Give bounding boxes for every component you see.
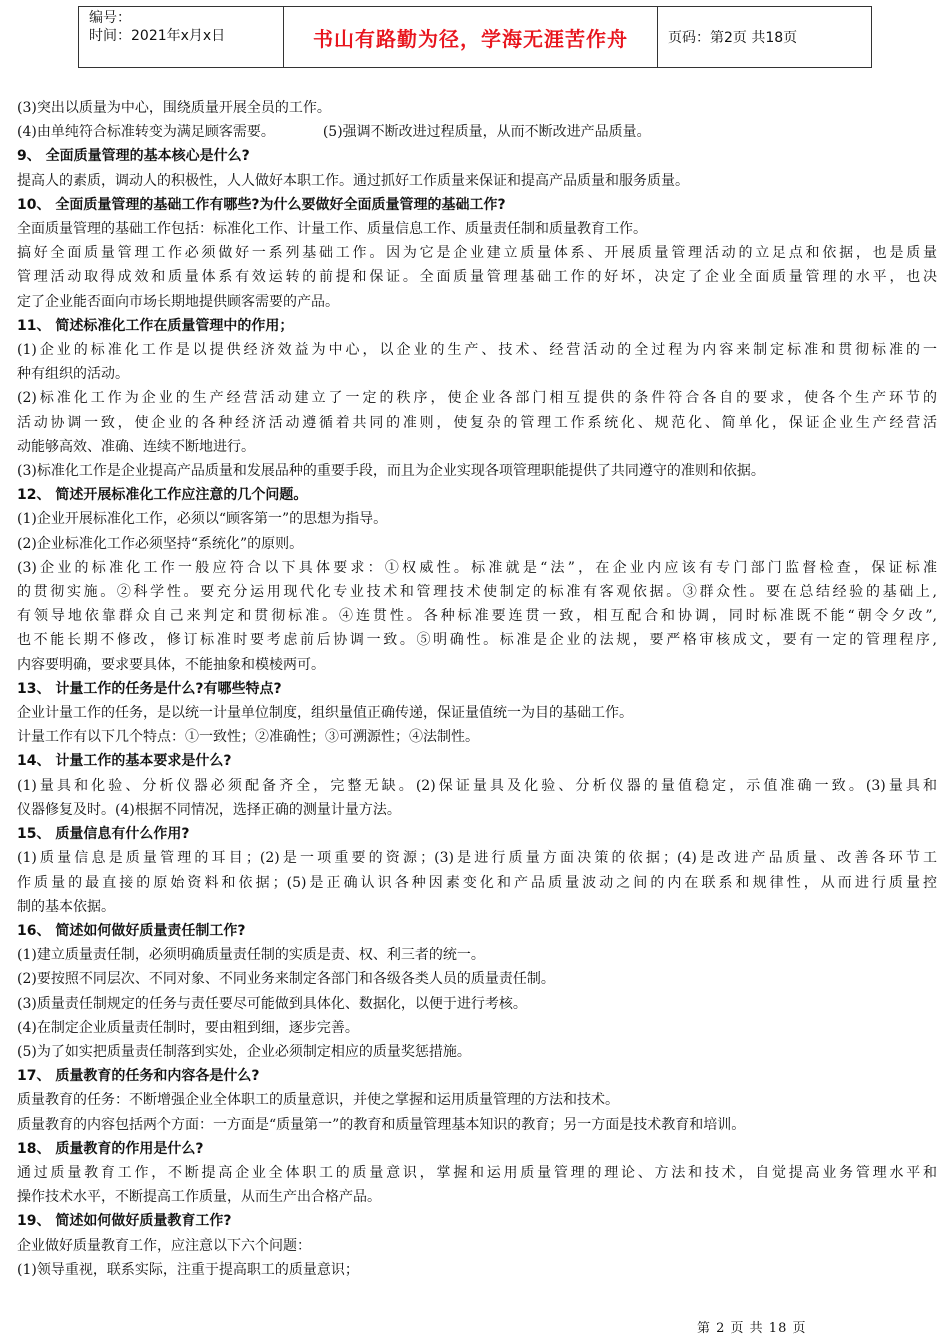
body-text-line: 也不能长期不修改，修订标准时要考虑前后协调一致。⑤明确性。标准是企业的法规，要严格审核成文，要有一定的管理程序, — [17, 632, 937, 649]
body-text-line: 管理活动取得成效和质量体系有效运转的前提和保证。全面质量管理基础工作的好坏，决定了企业全面质量管理的水平，也决 — [17, 269, 937, 286]
inline-item: (4)由单纯符合标准转变为满足顾客需要。 — [17, 124, 275, 141]
body-text-line: 计量工作有以下几个特点：①一致性；②准确性；③可溯源性；④法制性。 — [17, 729, 479, 746]
time-label: 时间：2021年x月x日 — [89, 28, 226, 44]
body-text-line: 有领导地依靠群众自己来判定和贯彻标准。④连贯性。各种标准要连贯一致，相互配合和协调，同时标准既不能“朝令夕改”, — [17, 608, 937, 625]
question-heading: 15、 质量信息有什么作用? — [17, 826, 190, 843]
body-text-line: 企业计量工作的任务，是以统一计量单位制度，组织量值正确传递，保证量值统一为目的基础工作。 — [17, 705, 633, 722]
body-text-line: 内容要明确，要求要具体，不能抽象和模棱两可。 — [17, 656, 325, 673]
body-text-line: 制的基本依据。 — [17, 898, 115, 915]
question-heading: 19、 简述如何做好质量教育工作? — [17, 1213, 232, 1230]
body-text-line: (1)建立质量责任制，必须明确质量责任制的实质是责、权、利三者的统一。 — [17, 947, 485, 964]
question-heading: 13、 计量工作的任务是什么?有哪些特点? — [17, 680, 282, 697]
body-text-line: (1)企业开展标准化工作，必须以“顾客第一”的思想为指导。 — [17, 511, 388, 528]
body-text-line: (4)在制定企业质量责任制时，要由粗到细，逐步完善。 — [17, 1019, 359, 1036]
body-text-line: 操作技术水平，不断提高工作质量，从而生产出合格产品。 — [17, 1189, 381, 1206]
body-text-line: 搞好全面质量管理工作必须做好一系列基础工作。因为它是企业建立质量体系、开展质量管理活动的立足点和依据，也是质量 — [17, 245, 937, 262]
body-text-line: 全面质量管理的基础工作包括：标准化工作、计量工作、质量信息工作、质量责任制和质量教育工作。 — [17, 221, 647, 238]
body-text-line: 企业做好质量教育工作，应注意以下六个问题： — [17, 1237, 311, 1254]
body-text-line: (2)要按照不同层次、不同对象、不同业务来制定各部门和各级各类人员的质量责任制。 — [17, 971, 555, 988]
body-text-line: (3)企业的标准化工作一般应符合以下具体要求：①权威性。标准就是“法”，在企业内应该有专门部门监督检查，保证标准 — [17, 559, 937, 576]
body-text-line: 仪器修复及时。(4)根据不同情况，选择正确的测量计量方法。 — [17, 801, 401, 818]
body-text-line: 提高人的素质，调动人的积极性，人人做好本职工作。通过抓好工作质量来保证和提高产品质量和服务质量。 — [17, 172, 689, 189]
question-heading: 11、 简述标准化工作在质量管理中的作用； — [17, 317, 294, 334]
page-footer: 第 2 页 共 18 页 — [697, 1321, 807, 1336]
body-text-line: 质量教育的任务：不断增强企业全体职工的质量意识，并使之掌握和运用质量管理的方法和技术。 — [17, 1092, 619, 1109]
question-heading: 14、 计量工作的基本要求是什么? — [17, 753, 232, 770]
body-text-line: 的贯彻实施。②科学性。要充分运用现代化专业技术和管理技术使制定的标准有客观依据。③群众性。要在总结经验的基础上, — [17, 584, 937, 601]
inline-item: (5)强调不断改进过程质量，从而不断改进产品质量。 — [322, 124, 651, 141]
body-text-line: (3)质量责任制规定的任务与责任要尽可能做到具体化、数据化，以便于进行考核。 — [17, 995, 527, 1012]
body-text-line: 作质量的最直接的原始资料和依据；(5)是正确认识各种因素变化和产品质量波动之间的内在联系和规律性，从而进行质量控 — [17, 874, 937, 891]
header-meta — [79, 7, 284, 67]
question-heading: 18、 质量教育的作用是什么? — [17, 1140, 204, 1157]
body-text-line: 质量教育的内容包括两个方面：一方面是“质量第一”的教育和质量管理基本知识的教育；另一方面是技术教育和培训。 — [17, 1116, 746, 1133]
body-text-line: (2)标准化工作为企业的生产经营活动建立了一定的秩序，使企业各部门相互提供的条件符合各自的要求，使各个生产环节的 — [17, 390, 937, 407]
question-heading: 12、 简述开展标准化工作应注意的几个问题。 — [17, 487, 308, 504]
number-label: 编号： — [89, 10, 131, 26]
body-text-line: (1)质量信息是质量管理的耳目；(2)是一项重要的资源；(3)是进行质量方面决策的依据；(4)是改进产品质量、改善各环节工 — [17, 850, 937, 867]
body-text-line — [17, 120, 937, 144]
body-text-line: 定了企业能否面向市场长期地提供顾客需要的产品。 — [17, 293, 339, 310]
question-heading: 17、 质量教育的任务和内容各是什么? — [17, 1068, 260, 1085]
body-text-line: (1)领导重视，联系实际，注重于提高职工的质量意识； — [17, 1261, 359, 1278]
body-text-line: (3)突出以质量为中心，围绕质量开展全员的工作。 — [17, 100, 331, 116]
header-motto: 书山有路勤为径，学海无涯苦作舟 — [284, 7, 658, 67]
body-text-line: 种有组织的活动。 — [17, 366, 129, 383]
body-text-line: (2)企业标准化工作必须坚持“系统化”的原则。 — [17, 535, 304, 552]
question-heading: 10、 全面质量管理的基础工作有哪些?为什么要做好全面质量管理的基础工作? — [17, 196, 506, 213]
header-page-label: 页码：第2页 共18页 — [668, 30, 798, 46]
body-text-line: (1)量具和化验、分析仪器必须配备齐全，完整无缺。(2)保证量具及化验、分析仪器的量值稳定，示值准确一致。(3)量具和 — [17, 777, 937, 794]
body-text-line: (1)企业的标准化工作是以提供经济效益为中心，以企业的生产、技术、经营活动的全过程为内容来制定标准和贯彻标准的一 — [17, 342, 937, 359]
question-heading: 16、 简述如何做好质量责任制工作? — [17, 922, 246, 939]
body-text-line: (3)标准化工作是企业提高产品质量和发展品种的重要手段，而且为企业实现各项管理职能提供了共同遵守的准则和依据。 — [17, 463, 765, 480]
page-header — [78, 6, 872, 68]
document-body — [17, 96, 937, 1282]
body-text-line: 通过质量教育工作，不断提高企业全体职工的质量意识，掌握和运用质量管理的理论、方法和技术，自觉提高业务管理水平和 — [17, 1164, 937, 1181]
body-text-line: 动能够高效、准确、连续不断地进行。 — [17, 438, 255, 455]
body-text-line: 活动协调一致，使企业的各种经济活动遵循着共同的准则，使复杂的管理工作系统化、规范化、简单化，保证企业生产经营活 — [17, 414, 937, 431]
body-text-line: (5)为了如实把质量责任制落到实处，企业必须制定相应的质量奖惩措施。 — [17, 1043, 471, 1060]
question-heading: 9、 全面质量管理的基本核心是什么? — [17, 148, 250, 165]
